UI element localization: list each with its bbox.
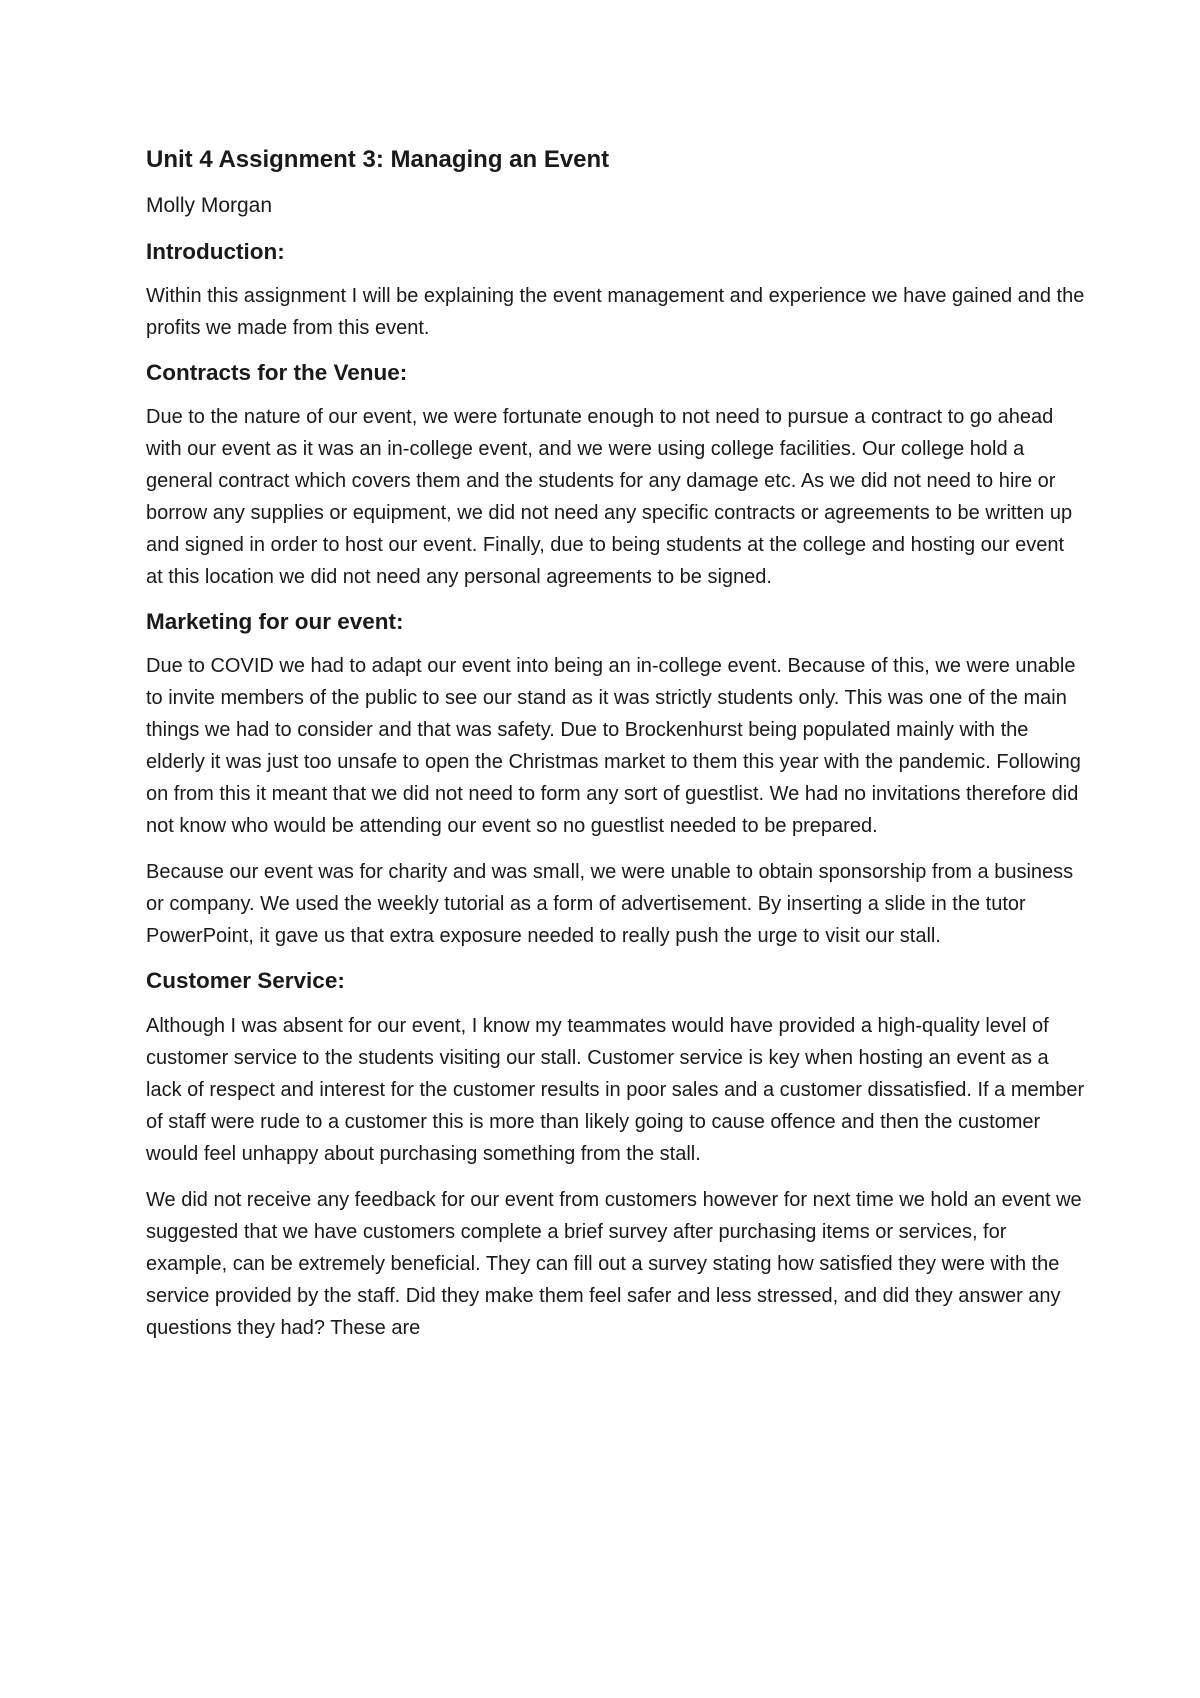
- section-marketing: [146, 607, 1086, 952]
- section-paragraph: Although I was absent for our event, I know my teammates would have provided a high-quality level of customer service to the students visiting our stall. Customer service is key when hosting an event as a lack of respect and interest for the customer results in poor sales and a customer dissatisfied. If a member of staff were rude to a customer this is more than likely going to cause offence and then the customer would feel unhappy about purchasing something from the stall.: [146, 1014, 1085, 1165]
- section-paragraph: Due to the nature of our event, we were fortunate enough to not need to pursue a contract to go ahead with our event as it was an in-college event, and we were using college facilities. Our college hold a general contract which covers them and the students for any damage etc. As we did not need to hire or borrow any supplies or equipment, we did not need any specific contracts or agreements to be written up and signed in order to host our event. Finally, due to being students at the college and hosting our event at this location we did not need any personal agreements to be signed.: [146, 406, 1073, 589]
- document-body: [146, 144, 1086, 1358]
- document-author: Molly Morgan: [146, 194, 273, 218]
- section-heading: Introduction:: [146, 238, 285, 264]
- section-heading: Contracts for the Venue:: [146, 359, 408, 385]
- section-introduction: [146, 237, 1086, 344]
- document-title: Unit 4 Assignment 3: Managing an Event: [146, 146, 610, 173]
- section-paragraph: Because our event was for charity and was small, we were unable to obtain sponsorship from a business or company. We used the weekly tutorial as a form of advertisement. By inserting a slide in the tutor PowerPoint, it gave us that extra exposure needed to really push the urge to visit our stall.: [146, 861, 1074, 948]
- section-paragraph: Due to COVID we had to adapt our event into being an in-college event. Because of this, we were unable to invite members of the public to see our stand as it was strictly students only. This was one of the main things we had to consider and that was safety. Due to Brockenhurst being populated mainly with the elderly it was just too unsafe to open the Christmas market to them this year with the pandemic. Following on from this it meant that we did not need to form any sort of guestlist. We had no invitations therefore did not know who would be attending our event so no guestlist needed to be prepared.: [146, 655, 1081, 838]
- section-heading: Customer Service:: [146, 968, 345, 994]
- section-contracts: [146, 358, 1086, 593]
- section-customer-service: [146, 966, 1086, 1343]
- section-paragraph: Within this assignment I will be explaining the event management and experience we have gained and the profits we made from this event.: [146, 284, 1085, 339]
- section-heading: Marketing for our event:: [146, 609, 404, 635]
- section-paragraph: We did not receive any feedback for our event from customers however for next time we hold an event we suggested that we have customers complete a brief survey after purchasing items or services, for example, can be extremely beneficial. They can fill out a survey stating how satisfied they were with the service provided by the staff. Did they make them feel safer and less stressed, and did they answer any questions they had? These are: [146, 1188, 1082, 1339]
